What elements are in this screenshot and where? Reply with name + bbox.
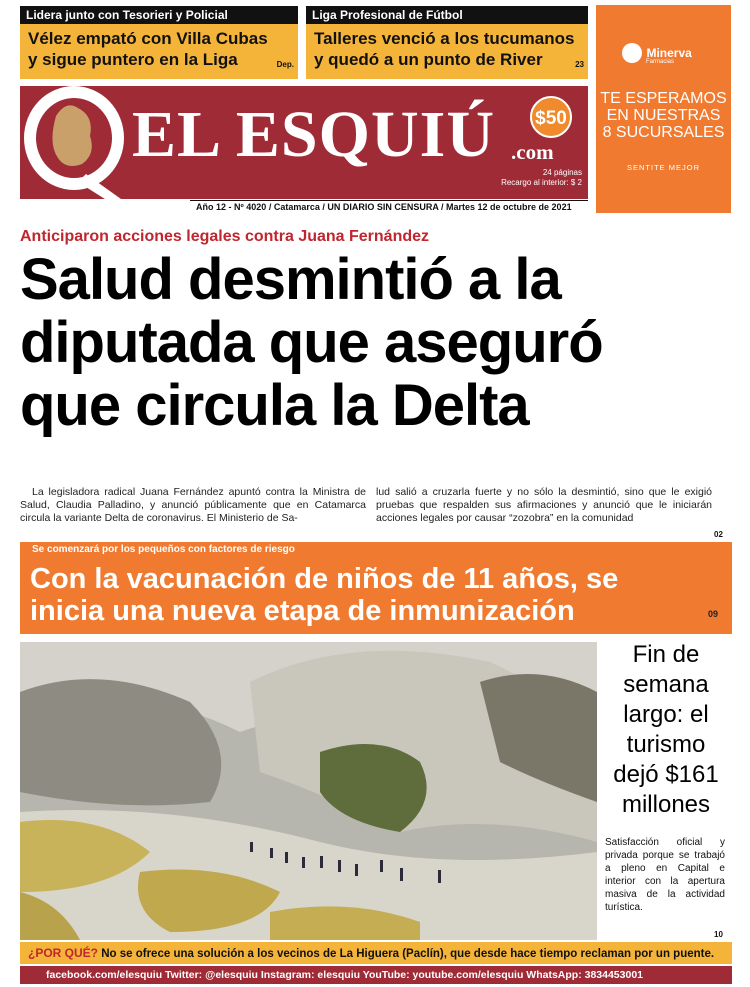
pharmacy-ad[interactable] bbox=[596, 5, 731, 213]
page-count-line: 24 páginas bbox=[542, 168, 582, 177]
headline-line: que circula la Delta bbox=[20, 373, 529, 438]
headline-line: diputada que aseguró bbox=[20, 310, 603, 375]
teaser-title-line: Vélez empató con Villa Cubas bbox=[28, 29, 268, 48]
teaser-kicker: Liga Profesional de Fútbol bbox=[306, 6, 588, 24]
ad-logo-icon bbox=[622, 43, 642, 63]
ad-logo bbox=[622, 43, 712, 65]
teaser-title bbox=[306, 24, 588, 79]
headline-line: semana bbox=[623, 671, 709, 698]
price-badge: $50 bbox=[530, 96, 572, 138]
por-que-text: No se ofrece una solución a los vecinos de La Higuera (Paclín), que desde hace tiempo reclaman por un puente. bbox=[101, 948, 715, 960]
dateline-rule bbox=[190, 200, 588, 201]
social-links-bar[interactable]: facebook.com/elesquiu Twitter: @elesquiu Instagram: elesquiu YouTube: youtube.com/elesquiu WhatsApp: 3834453001 bbox=[20, 966, 732, 984]
teaser-title bbox=[20, 24, 298, 79]
headline-line: Con la vacunación de niños de 11 años, se bbox=[30, 563, 619, 595]
ad-line: EN NUESTRAS bbox=[606, 107, 721, 124]
teaser-right[interactable] bbox=[306, 6, 588, 79]
page-count bbox=[501, 168, 582, 188]
canyon-hikers-image bbox=[20, 642, 597, 940]
headline-line: dejó $161 bbox=[613, 761, 719, 788]
ad-line: 8 SUCURSALES bbox=[602, 124, 725, 141]
page-ref: Dep. bbox=[276, 60, 294, 69]
ad-message bbox=[596, 90, 731, 141]
ad-brand: Minerva bbox=[646, 46, 692, 60]
logo-wordmark: EL ESQUIÚ bbox=[132, 98, 495, 171]
tourism-photo[interactable] bbox=[20, 642, 597, 940]
ad-brand-sub: Farmacias bbox=[646, 59, 675, 65]
headline-line: Salud desmintió a la bbox=[20, 247, 561, 312]
headline-line: turismo bbox=[626, 731, 706, 758]
vaccination-kicker: Se comenzará por los pequeños con factores de riesgo bbox=[20, 542, 732, 558]
headline-line: Fin de bbox=[632, 641, 700, 668]
headline-line: largo: el bbox=[623, 701, 709, 728]
lead-kicker: Anticiparon acciones legales contra Juana Fernández bbox=[20, 228, 430, 245]
tourism-body: Satisfacción oficial y privada porque se trabajó a pleno en Capital e interior con la apertura masiva de la actividad turística. bbox=[605, 837, 725, 913]
ad-line: TE ESPERAMOS bbox=[600, 90, 727, 107]
headline-line: millones bbox=[621, 791, 711, 818]
lead-body-col2: lud salió a cruzarla fuerte y no sólo la desmintió, sino que le exigió pruebas que respalden sus afirmaciones y anunció que le iniciarán acciones legales por causar “zozobra” en la comunidad bbox=[376, 486, 712, 524]
dateline: Año 12 - Nº 4020 / Catamarca / UN DIARIO SIN CENSURA / Martes 12 de octubre de 2021 bbox=[196, 202, 572, 212]
teaser-kicker: Lidera junto con Tesorieri y Policial bbox=[20, 6, 298, 24]
lead-headline[interactable] bbox=[20, 248, 732, 437]
ad-tagline: SENTITE MEJOR bbox=[626, 163, 700, 172]
por-que-bar bbox=[20, 942, 732, 964]
por-que-label: ¿POR QUÉ? bbox=[28, 946, 99, 960]
masthead bbox=[20, 86, 588, 199]
teaser-title-line: y sigue puntero en la Liga bbox=[28, 50, 238, 69]
vaccination-headline[interactable] bbox=[20, 558, 732, 634]
teaser-title-line: Talleres venció a los tucumanos bbox=[314, 29, 575, 48]
page-ref: 02 bbox=[714, 530, 723, 539]
headline-line: inicia una nueva etapa de inmunización bbox=[30, 595, 575, 627]
logo-dotcom: .com bbox=[511, 140, 554, 164]
page-ref: 10 bbox=[714, 930, 723, 939]
teaser-title-line: y quedó a un punto de River bbox=[314, 50, 543, 69]
surcharge-line: Recargo al interior: $ 2 bbox=[501, 178, 582, 187]
page-ref: 09 bbox=[707, 609, 718, 619]
teaser-left[interactable] bbox=[20, 6, 298, 79]
page-ref: 23 bbox=[575, 60, 584, 69]
tourism-headline[interactable] bbox=[600, 640, 732, 820]
lead-body-col1: La legisladora radical Juana Fernández apuntó contra la Ministra de Salud, Claudia Palladino, y anunció públicamente que en Catamarca circula la variante Delta de coronavirus. El Ministerio de Sa- bbox=[20, 486, 366, 524]
logo-q-emblem bbox=[16, 78, 136, 208]
